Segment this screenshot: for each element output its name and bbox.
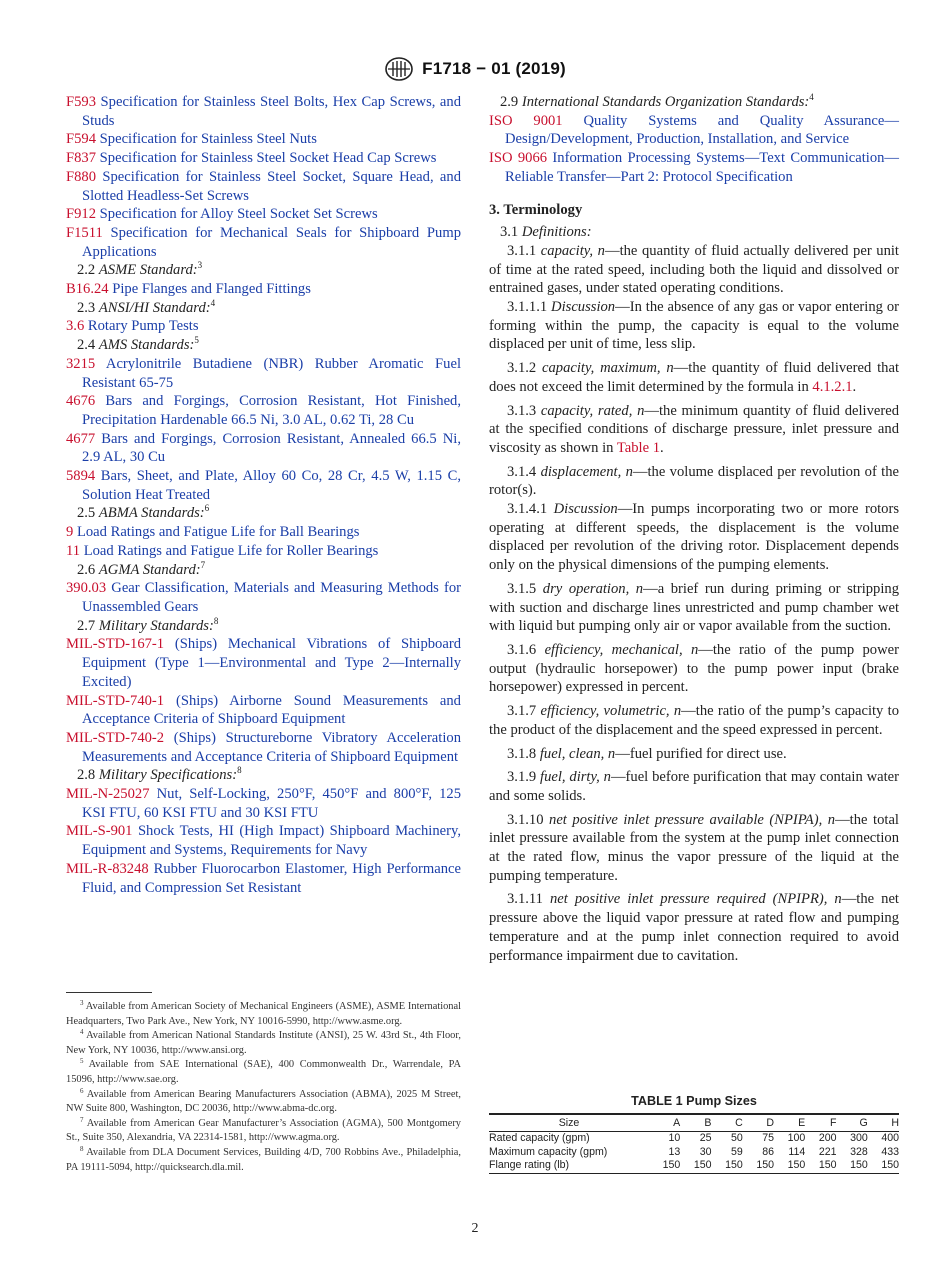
subsection-heading	[66, 504, 461, 523]
definition-paragraph	[489, 402, 899, 458]
footnote-number: 8	[80, 1144, 84, 1153]
subsection-heading	[66, 561, 461, 580]
subsection-number: 2.2	[76, 262, 96, 279]
table-cell: 10	[668, 1132, 681, 1144]
table-cell: 114	[788, 1145, 806, 1158]
reference-code[interactable]: MIL-R-83248	[66, 860, 149, 877]
subsection-heading	[66, 299, 461, 318]
page-header	[0, 56, 950, 82]
footnote	[66, 1058, 461, 1087]
definition-number: 3.1.9	[507, 769, 537, 786]
definition-term: capacity, n	[540, 242, 605, 259]
footnote-ref: 8	[237, 765, 242, 776]
definition-paragraph	[489, 298, 899, 354]
table-cell: 50	[730, 1132, 743, 1144]
footnote	[66, 1088, 461, 1117]
definition-text: —the total inlet pressure available from the system at the pump inlet connection at the rated flow, minus the vapor pressure of the liquid at the pumping temperature.	[489, 811, 899, 884]
reference-title[interactable]: Specification for Stainless Steel Socket, Square Head, and Slotted Headless-Set Screws	[82, 168, 461, 204]
reference-code[interactable]: F594	[66, 131, 97, 148]
footnote-text: Available from American Gear Manufacturer’s Association (AGMA), 500 Montgomery St., Suite 350, Alexandria, VA 22314-1581, http://www.agma.org.	[66, 1117, 461, 1144]
definition-text: —the quantity of fluid delivered that does not exceed the limit determined by the formula in	[489, 360, 899, 395]
reference-title[interactable]: Specification for Stainless Steel Socket Head Cap Screws	[99, 150, 437, 167]
reference-entry	[66, 635, 461, 691]
reference-code[interactable]: ISO 9001	[489, 112, 563, 129]
definition-end: .	[852, 378, 857, 395]
footnote-text: Available from American Bearing Manufacturers Association (ABMA), 2025 M Street, NW Suite 800, Washington, DC 20036, http://www.abma-dc.org.	[66, 1088, 461, 1115]
reference-entry	[66, 785, 461, 822]
subsection-number: 2.9	[499, 94, 519, 110]
reference-title[interactable]: Bars and Forgings, Corrosion Resistant, Annealed 66.5 Ni, 2.9 AL, 30 Cu	[82, 430, 461, 466]
definition-term: capacity, rated, n	[540, 402, 645, 419]
definition-text: —the minimum quantity of fluid delivered at the specified conditions of discharge pressure, inlet pressure and viscosity as shown in	[489, 402, 899, 456]
footnote-ref: 6	[204, 503, 210, 514]
footnote-number: 5	[80, 1057, 84, 1066]
astm-logo-icon	[384, 56, 414, 82]
reference-code[interactable]: F1511	[66, 224, 103, 241]
table-caption: TABLE 1 Pump Sizes	[631, 1094, 757, 1108]
reference-title[interactable]: Specification for Mechanical Seals for Shipboard Pump Applications	[82, 224, 461, 260]
pump-sizes-table	[489, 1113, 899, 1174]
reference-entry	[66, 467, 461, 504]
footnote-number: 7	[80, 1115, 84, 1124]
definition-number: 3.1.1	[507, 242, 537, 259]
reference-title[interactable]: Information Processing Systems—Text Communication—Reliable Transfer—Part 2: Protocol Specification	[505, 150, 900, 185]
reference-code[interactable]: 4677	[66, 430, 96, 447]
footnotes	[66, 1000, 461, 1175]
definition-term: dry operation, n	[542, 580, 644, 597]
reference-code[interactable]: MIL-S-901	[66, 823, 133, 840]
subsection-title: Definitions:	[521, 224, 592, 241]
subsection-number: 2.4	[76, 337, 96, 354]
definition-term: Discussion	[553, 501, 618, 518]
table-cell: 150	[712, 1159, 743, 1173]
table-cell: 150	[743, 1159, 774, 1173]
definition-paragraph	[489, 580, 899, 636]
reference-title[interactable]: Nut, Self-Locking, 250°F, 450°F and 800°F, 125 KSI FTU, 60 KSI FTU and 30 KSI FTU	[82, 786, 461, 821]
reference-entry	[66, 355, 461, 392]
reference-title[interactable]: Gear Classification, Materials and Measuring Methods for Unassembled Gears	[82, 580, 461, 615]
reference-code[interactable]: F837	[66, 150, 97, 167]
reference-code[interactable]: F912	[66, 206, 97, 223]
reference-code[interactable]: ISO 9066	[489, 150, 548, 167]
column-header: A	[649, 1114, 680, 1132]
column-header: H	[868, 1114, 899, 1132]
reference-title[interactable]: Bars, Sheet, and Plate, Alloy 60 Co, 28 Cr, 4.5 W, 1.15 C, Solution Heat Treated	[82, 468, 461, 503]
definition-text: —fuel before purification that may contain water and some solids.	[489, 769, 899, 804]
definition-term: fuel, clean, n	[539, 745, 616, 762]
reference-title[interactable]: Acrylonitrile Butadiene (NBR) Rubber Aromatic Fuel Resistant 65-75	[82, 355, 461, 391]
subsection-number: 2.3	[76, 299, 96, 316]
definition-text: —In the absence of any gas or vapor entering or forming within the pump, the capacity is equal to the volume displaced per unit of time, less slip.	[489, 299, 899, 353]
right-column	[489, 93, 899, 965]
reference-title[interactable]: Quality Systems and Quality Assurance—Design/Development, Production, Installation, and Service	[505, 112, 899, 148]
definition-term: efficiency, mechanical, n	[544, 641, 699, 658]
table-row	[489, 1132, 899, 1146]
footnote-ref: 3	[197, 260, 203, 271]
column-header: D	[743, 1114, 774, 1132]
reference-title[interactable]: Load Ratings and Fatigue Life for Roller Bearings	[83, 542, 379, 559]
subsection-number: 2.5	[76, 505, 96, 522]
reference-code[interactable]: 390.03	[66, 580, 107, 597]
footnote-ref: 7	[200, 559, 206, 570]
definition-text: —fuel purified for direct use.	[615, 745, 787, 762]
definition-text: —the net pressure above the liquid vapor pressure at rated flow and pumping temperature and at the pump inlet connection required to avoid performance impairment due to cavitation.	[489, 891, 899, 964]
footnote-number: 6	[80, 1086, 84, 1095]
definition-text: —the ratio of the pump’s capacity to the product of the displacement and the speed expressed in percent.	[489, 703, 899, 738]
definition-term: capacity, maximum, n	[542, 360, 674, 377]
subsection-heading	[489, 223, 899, 242]
reference-entry	[66, 579, 461, 616]
footnote	[66, 1146, 461, 1175]
footnote-text: Available from SAE International (SAE), 400 Commonwealth Dr., Warrendale, PA 15096, http://www.sae.org.	[66, 1059, 461, 1085]
definition-term: net positive inlet pressure required (NPIPR), n	[549, 891, 842, 908]
reference-code[interactable]: MIL-STD-740-1	[66, 692, 165, 709]
reference-title[interactable]: (Ships) Structureborne Vibratory Acceleration Measurements and Acceptance Criteria of Shipboard Equipment	[82, 729, 461, 765]
footnote	[66, 1029, 461, 1058]
table-cell: Flange rating (lb)	[489, 1159, 649, 1173]
definition-paragraph	[489, 463, 899, 500]
column-header: G	[837, 1114, 868, 1132]
reference-code[interactable]: 3.6	[66, 318, 85, 335]
left-column	[66, 93, 461, 897]
reference-entry	[489, 112, 899, 149]
reference-code[interactable]: 3215	[66, 355, 96, 372]
footnote-text: Available from American Society of Mechanical Engineers (ASME), ASME International Headquarters, Two Park Ave., New York, NY 10016-5990, http://www.asme.org.	[66, 1001, 462, 1027]
subsection-title: ABMA Standards:	[98, 505, 205, 522]
definition-paragraph	[489, 242, 899, 298]
footnote-number: 3	[80, 999, 84, 1007]
reference-title[interactable]: Rubber Fluorocarbon Elastomer, High Performance Fluid, and Compression Set Resistant	[82, 860, 461, 896]
table-row	[489, 1146, 899, 1160]
definition-number: 3.1.4.1	[507, 501, 548, 518]
definition-text: —In pumps incorporating two or more rotors operating at different speeds, the displacement is the volume displaced per revolution of the driving rotor. Displacement depends only on the physical dimensions of the pumping elements.	[489, 501, 900, 574]
page-number: 2	[471, 1221, 479, 1236]
reference-code[interactable]: F593	[66, 94, 97, 110]
table-cell: 75	[762, 1132, 774, 1144]
table-cell: Rated capacity (gpm)	[489, 1132, 590, 1144]
footnote-text: Available from American National Standards Institute (ANSI), 25 W. 43rd St., 4th Floor, New York, NY 10036, http://www.ansi.org.	[66, 1030, 461, 1056]
subsection-title: AMS Standards:	[98, 337, 195, 354]
subsection-number: 3.1	[499, 224, 519, 241]
footnote-text: Available from DLA Document Services, Building 4/D, 700 Robbins Ave., Philadelphia, PA 19111-5094, http://quicksearch.dla.mil.	[66, 1146, 462, 1173]
definition-paragraph	[489, 359, 899, 396]
reference-entry	[66, 430, 461, 467]
reference-code[interactable]: 11	[66, 542, 81, 559]
subsection-title: Military Standards:	[98, 617, 214, 634]
reference-code[interactable]: MIL-N-25027	[66, 786, 150, 803]
cross-reference-link[interactable]: 4.1.2.1	[812, 378, 853, 395]
subsection-number: 2.7	[76, 617, 96, 634]
column-header: B	[680, 1114, 711, 1132]
reference-code[interactable]: 4676	[66, 393, 96, 410]
definition-term: Discussion	[551, 299, 616, 316]
footnote-ref: 4	[809, 92, 814, 102]
definition-number: 3.1.11	[507, 891, 543, 908]
definition-number: 3.1.4	[507, 463, 537, 480]
cross-reference-link[interactable]: Table 1	[616, 439, 660, 456]
reference-entry	[66, 149, 461, 168]
reference-code[interactable]: 5894	[66, 468, 96, 485]
definition-text: —the volume displaced per revolution of the rotor(s).	[489, 463, 899, 499]
table-cell: 400	[881, 1132, 899, 1144]
definition-paragraph	[489, 702, 899, 739]
footnote-ref: 8	[213, 615, 219, 626]
reference-entry	[66, 523, 461, 542]
definition-text: —the ratio of the pump power output (hydraulic horsepower) to the pump power input (brake horsepower) expressed in percent.	[489, 641, 899, 696]
definition-text: —a brief run during priming or stripping with suction and discharge lines unrestricted and pump chamber wet with liquid but pumping only air or vapor available from the suction.	[489, 580, 900, 635]
table-cell: Maximum capacity (gpm)	[489, 1145, 608, 1158]
table-cell: 86	[762, 1145, 774, 1158]
column-header: F	[805, 1114, 836, 1132]
reference-title[interactable]: Rotary Pump Tests	[87, 318, 199, 335]
column-header: Size	[489, 1114, 649, 1132]
reference-title[interactable]: (Ships) Mechanical Vibrations of Shipboard Equipment (Type 1—Environmental and Type 2—Internally Excited)	[82, 636, 461, 690]
definition-term: fuel, dirty, n	[540, 769, 611, 786]
definition-paragraph	[489, 768, 899, 805]
reference-entry	[66, 692, 461, 729]
reference-entry	[66, 205, 461, 224]
reference-code[interactable]: MIL-STD-740-2	[66, 729, 165, 746]
definition-term: displacement, n	[540, 463, 633, 480]
table-cell: 59	[730, 1145, 743, 1158]
definition-number: 3.1.7	[507, 703, 537, 720]
definition-paragraph	[489, 745, 899, 764]
footnote-ref: 4	[210, 297, 216, 308]
column-header: E	[774, 1114, 805, 1132]
subsection-title: ASME Standard:	[98, 262, 198, 279]
definition-number: 3.1.3	[507, 402, 537, 419]
reference-code[interactable]: F880	[66, 168, 97, 185]
reference-title[interactable]: Shock Tests, HI (High Impact) Shipboard Machinery, Equipment and Systems, Requirements for Navy	[82, 823, 461, 859]
table-cell: 25	[699, 1132, 712, 1144]
footnote	[66, 1117, 461, 1146]
reference-entry	[66, 860, 461, 897]
definition-paragraph	[489, 811, 899, 886]
reference-code[interactable]: MIL-STD-167-1	[66, 636, 165, 653]
subsection-number: 2.6	[76, 561, 96, 578]
table-cell: 150	[680, 1159, 711, 1173]
reference-code[interactable]: 9	[66, 524, 74, 541]
subsection-heading	[66, 766, 461, 785]
subsection-heading	[66, 261, 461, 280]
table-cell: 100	[787, 1132, 806, 1144]
reference-entry	[66, 317, 461, 336]
reference-entry	[66, 93, 461, 130]
reference-title[interactable]: (Ships) Airborne Sound Measurements and Acceptance Criteria of Shipboard Equipment	[82, 692, 461, 728]
table-cell: 150	[837, 1159, 868, 1173]
reference-title[interactable]: Specification for Stainless Steel Bolts, Hex Cap Screws, and Studs	[82, 94, 461, 129]
definition-end: .	[660, 439, 664, 456]
table-cell: 150	[805, 1159, 836, 1173]
subsection-heading	[66, 336, 461, 355]
table-cell: 150	[868, 1159, 899, 1173]
footnote-number: 4	[80, 1028, 84, 1037]
reference-entry	[66, 822, 461, 859]
footnote-ref: 5	[194, 335, 199, 346]
subsection-title: Military Specifications:	[98, 767, 238, 784]
subsection-heading	[66, 617, 461, 636]
reference-title[interactable]: Bars and Forgings, Corrosion Resistant, Hot Finished, Precipitation Hardenable 66.5 Ni, 3.0 AL, 0.62 Ti, 28 Cu	[82, 393, 461, 428]
designation: F1718 − 01 (2019)	[422, 59, 566, 78]
definition-number: 3.1.6	[507, 641, 537, 658]
table-cell: 13	[668, 1145, 681, 1158]
table-row	[489, 1159, 899, 1173]
definition-paragraph	[489, 500, 899, 575]
table-cell: 150	[649, 1159, 680, 1173]
definition-paragraph	[489, 890, 899, 965]
definition-number: 3.1.5	[507, 580, 537, 597]
subsection-title: ANSI/HI Standard:	[98, 299, 211, 316]
definition-number: 3.1.8	[507, 745, 537, 762]
definition-term: efficiency, volumetric, n	[540, 703, 682, 720]
reference-entry	[489, 149, 899, 186]
column-header: C	[712, 1114, 743, 1132]
footnote	[66, 1000, 461, 1029]
subsection-number: 2.8	[76, 767, 96, 784]
reference-entry	[66, 280, 461, 299]
reference-entry	[66, 542, 461, 561]
table-cell: 300	[850, 1132, 868, 1144]
reference-title[interactable]: Specification for Stainless Steel Nuts	[99, 131, 317, 148]
reference-entry	[66, 392, 461, 429]
definition-number: 3.1.1.1	[507, 299, 548, 316]
definition-text: —the quantity of fluid actually delivered per unit of time at the rated speed, including both the liquid and dissolved or entrained gases, under stated operating conditions.	[489, 242, 899, 297]
reference-entry	[66, 729, 461, 766]
reference-title[interactable]: Specification for Alloy Steel Socket Set Screws	[99, 206, 378, 223]
table-cell: 30	[699, 1145, 712, 1158]
table-cell: 433	[881, 1145, 899, 1158]
table-cell: 221	[818, 1145, 837, 1158]
footnote-rule	[66, 992, 152, 993]
definition-number: 3.1.10	[507, 811, 544, 828]
subsection-heading	[489, 93, 899, 112]
subsection-title: International Standards Organization Standards:	[521, 94, 810, 110]
reference-code[interactable]: B16.24	[66, 281, 109, 298]
section-heading: 3. Terminology	[489, 201, 583, 218]
table-header-row	[489, 1114, 899, 1132]
definition-number: 3.1.2	[507, 360, 537, 377]
definition-term: net positive inlet pressure available (NPIPA), n	[549, 811, 836, 828]
table-cell: 328	[850, 1145, 868, 1158]
table-cell: 150	[774, 1159, 805, 1173]
reference-title[interactable]: Load Ratings and Fatigue Life for Ball Bearings	[76, 524, 360, 541]
definition-paragraph	[489, 641, 899, 697]
reference-entry	[66, 168, 461, 205]
subsection-title: AGMA Standard:	[98, 561, 201, 578]
reference-entry	[66, 130, 461, 149]
table-cell: 200	[818, 1132, 837, 1144]
reference-title[interactable]: Pipe Flanges and Flanged Fittings	[112, 281, 311, 298]
reference-entry	[66, 224, 461, 261]
